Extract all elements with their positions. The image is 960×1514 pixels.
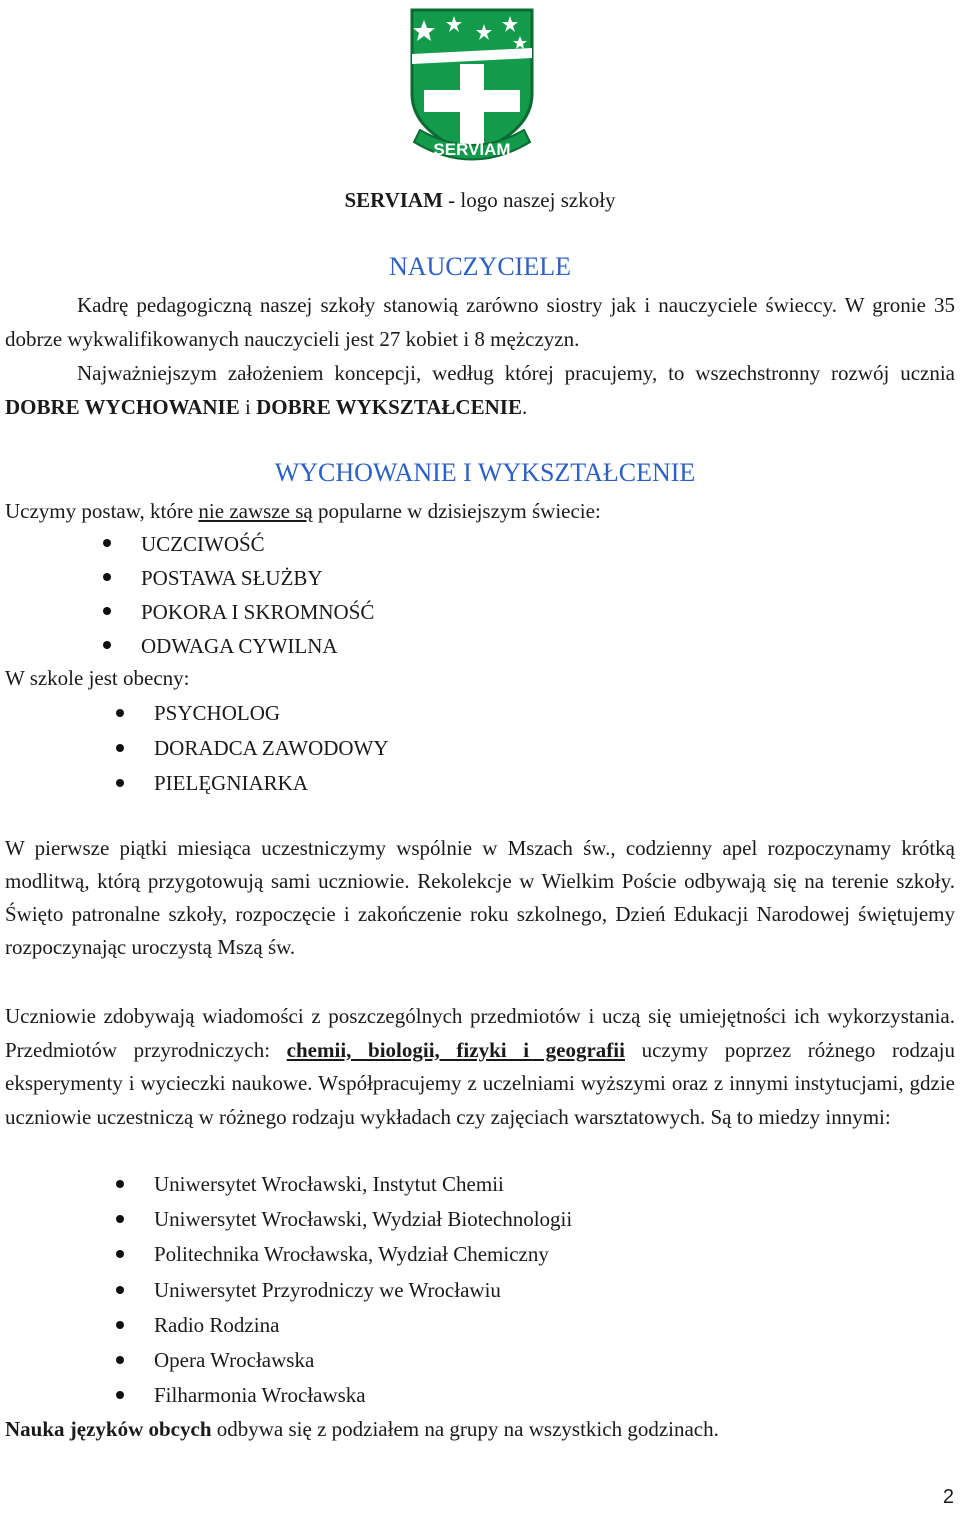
teachers-heading: NAUCZYCIELE <box>389 252 571 281</box>
list-item: Uniwersytet Wrocławski, Wydział Biotechnologii <box>154 1202 572 1237</box>
bullet-icon <box>116 744 124 752</box>
languages-line: Nauka języków obcych odbywa się z podziałem na grupy na wszystkich godzinach. <box>5 1417 719 1441</box>
bullet-icon <box>116 1391 124 1399</box>
school-crest-logo <box>392 2 552 172</box>
bullet-icon <box>116 1286 124 1294</box>
list-item: Uniwersytet Przyrodniczy we Wrocławiu <box>154 1273 572 1308</box>
languages-bold: Nauka języków obcych <box>5 1417 212 1441</box>
good-education: DOBRE WYKSZTAŁCENIE <box>256 395 522 419</box>
bullet-icon <box>103 573 111 581</box>
partners-list <box>154 1167 572 1413</box>
list-item: PIELĘGNIARKA <box>154 766 389 801</box>
list-item: Opera Wrocławska <box>154 1343 572 1378</box>
specialists-list <box>154 696 389 801</box>
not-always-underlined: nie zawsze są <box>198 499 313 523</box>
sciences-paragraph: Uczniowie zdobywają wiadomości z poszczególnych przedmiotów i uczą się umiejętności ich wykorzystania. Przedmiotów przyrodniczych: chemii, biologii, fizyki i geografii uczymy poprzez różnego rodzaju eksperymenty i wycieczki naukowe. Współpracujemy z uczelniami wyższymi oraz z innymi instytucjami, gdzie uczniowie uczestniczą w różnego rodzaju wykładach czy zajęciach warsztatowych. Są to miedzy innymi: <box>5 1004 955 1129</box>
values-list <box>141 527 374 663</box>
bullet-icon <box>103 641 111 649</box>
bullet-icon <box>116 1250 124 1258</box>
caption-text: - logo naszej szkoły <box>442 188 616 212</box>
bullet-icon <box>116 709 124 717</box>
education-heading: WYCHOWANIE I WYKSZTAŁCENIE <box>274 458 696 487</box>
list-item: POSTAWA SŁUŻBY <box>141 561 374 595</box>
bullet-icon <box>116 1356 124 1364</box>
bullet-icon <box>103 607 111 615</box>
teachers-paragraph-1: Kadrę pedagogiczną naszej szkoły stanowią zarówno siostry jak i nauczyciele świeccy. W gronie 35 dobrze wykwalifikowanych nauczycieli jest 27 kobiet i 8 mężczyzn. <box>5 293 955 351</box>
page-number: 2 <box>942 1486 954 1508</box>
good-upbringing: DOBRE WYCHOWANIE <box>5 395 240 419</box>
logo-caption <box>0 183 960 217</box>
list-item: PSYCHOLOG <box>154 696 389 731</box>
religious-life-paragraph: W pierwsze piątki miesiąca uczestniczymy wspólnie w Mszach św., codzienny apel rozpoczynamy krótką modlitwą, którą przygotowują sami uczniowie. Rekolekcje w Wielkim Poście odbywają się na terenie szkoły. Święto patronalne szkoły, rozpoczęcie i zakończenie roku szkolnego, Dzień Edukacji Narodowej świętujemy rozpoczynając uroczystą Mszą św. <box>5 836 955 959</box>
teachers-paragraph-2: Najważniejszym założeniem koncepcji, według której pracujemy, to wszechstronny rozwój ucznia DOBRE WYCHOWANIE i DOBRE WYKSZTAŁCENIE. <box>5 361 955 419</box>
bullet-icon <box>116 779 124 787</box>
bullet-icon <box>116 1215 124 1223</box>
bullet-icon <box>116 1180 124 1188</box>
list-item: Radio Rodzina <box>154 1308 572 1343</box>
science-subjects: chemii, biologii, fizyki i geografii <box>286 1037 625 1062</box>
values-intro: Uczymy postaw, które nie zawsze są popularne w dzisiejszym świecie: <box>5 499 601 523</box>
list-item: Uniwersytet Wrocławski, Instytut Chemii <box>154 1167 572 1202</box>
present-label: W szkole jest obecny: <box>5 666 190 690</box>
list-item: DORADCA ZAWODOWY <box>154 731 389 766</box>
list-item: Politechnika Wrocławska, Wydział Chemiczny <box>154 1237 572 1272</box>
bullet-icon <box>116 1321 124 1329</box>
list-item: POKORA I SKROMNOŚĆ <box>141 595 374 629</box>
bullet-icon <box>103 539 111 547</box>
list-item: ODWAGA CYWILNA <box>141 629 374 663</box>
list-item: UCZCIWOŚĆ <box>141 527 374 561</box>
svg-text:SERVIAM: SERVIAM <box>433 140 511 159</box>
list-item: Filharmonia Wrocławska <box>154 1378 572 1413</box>
caption-bold: SERVIAM <box>344 188 443 212</box>
